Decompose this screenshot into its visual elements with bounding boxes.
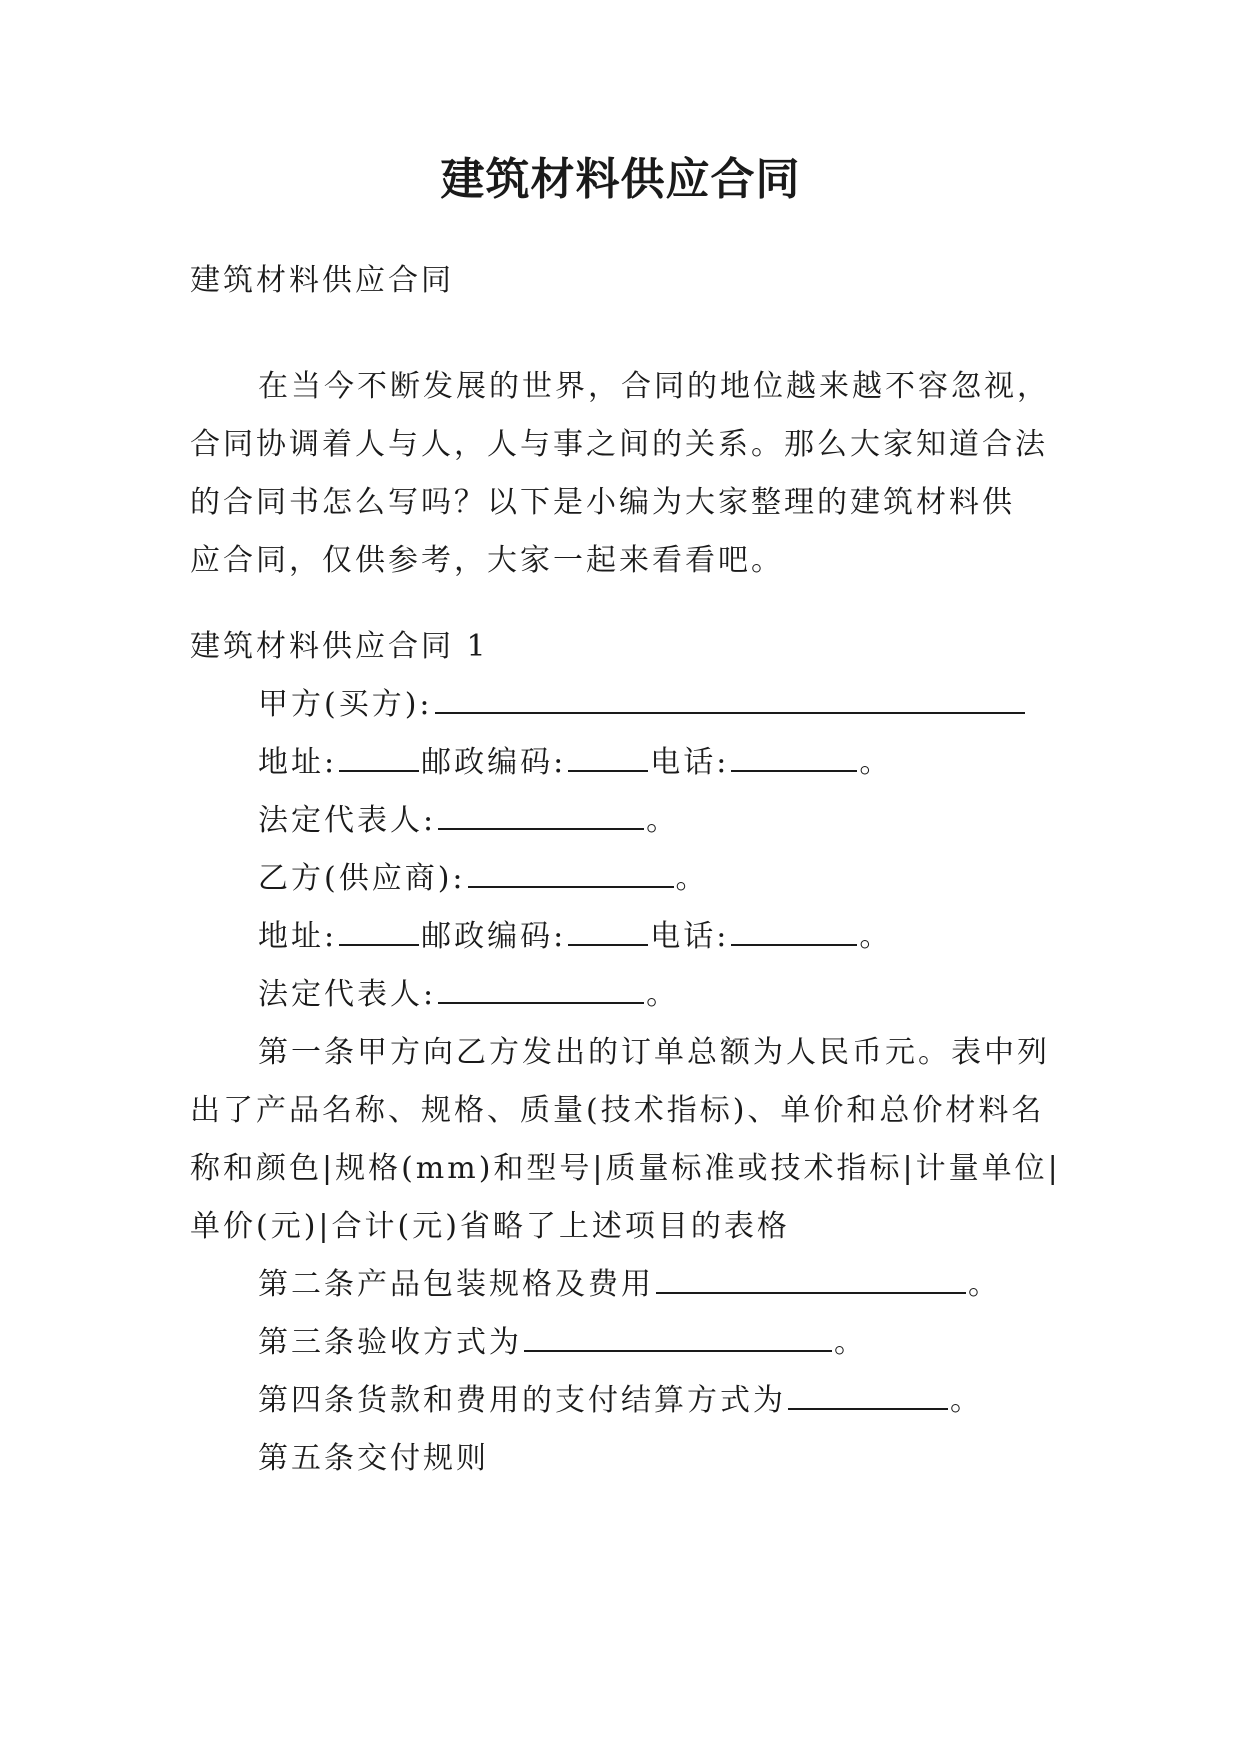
party-a-blank[interactable] — [435, 682, 1025, 714]
rep-label: 法定代表人: — [258, 803, 437, 838]
intro-line: 合同协调着人与人，人与事之间的关系。那么大家知道合法 — [190, 427, 1048, 462]
address-blank[interactable] — [339, 740, 419, 772]
party-a-rep-line — [190, 792, 1070, 850]
intro-line: 的合同书怎么写吗？以下是小编为大家整理的建筑材料供 — [190, 485, 1015, 520]
document-subtitle: 建筑材料供应合同 — [190, 263, 454, 298]
address-blank[interactable] — [339, 914, 419, 946]
document-subtitle-block — [190, 252, 1070, 310]
party-a-label: 甲方(买方): — [258, 687, 433, 722]
postal-blank[interactable] — [568, 740, 648, 772]
party-a-contact-line — [190, 734, 1070, 792]
end-mark: 。 — [859, 745, 893, 780]
rep-label: 法定代表人: — [258, 977, 437, 1012]
article-1-line: 出了产品名称、规格、质量(技术指标)、单价和总价材料名 — [190, 1093, 1045, 1128]
postal-label: 邮政编码: — [421, 919, 567, 954]
end-mark: 。 — [675, 861, 709, 896]
party-b-blank[interactable] — [468, 856, 674, 888]
article-4-blank[interactable] — [788, 1378, 948, 1410]
rep-blank[interactable] — [438, 972, 644, 1004]
article-1-line: 第一条甲方向乙方发出的订单总额为人民币元。表中列 — [258, 1035, 1050, 1070]
article-4-text: 第四条货款和费用的支付结算方式为 — [258, 1383, 786, 1418]
phone-blank[interactable] — [731, 740, 857, 772]
article-3-blank[interactable] — [524, 1320, 832, 1352]
article-3-line — [190, 1314, 1070, 1372]
end-mark: 。 — [950, 1383, 983, 1418]
address-label: 地址: — [258, 745, 338, 780]
intro-line: 应合同，仅供参考，大家一起来看看吧。 — [190, 543, 784, 578]
phone-label: 电话: — [650, 919, 730, 954]
contract-section — [190, 618, 1070, 1488]
article-3-text: 第三条验收方式为 — [258, 1325, 522, 1360]
article-4-line — [190, 1372, 1070, 1430]
end-mark: 。 — [968, 1267, 1001, 1302]
phone-blank[interactable] — [731, 914, 857, 946]
phone-label: 电话: — [650, 745, 730, 780]
end-mark: 。 — [859, 919, 893, 954]
article-2-blank[interactable] — [656, 1262, 966, 1294]
address-label: 地址: — [258, 919, 338, 954]
postal-label: 邮政编码: — [421, 745, 567, 780]
party-b-label: 乙方(供应商): — [258, 861, 466, 896]
party-b-line — [190, 850, 1070, 908]
article-2-text: 第二条产品包装规格及费用 — [258, 1267, 654, 1302]
party-b-contact-line — [190, 908, 1070, 966]
end-mark: 。 — [646, 803, 680, 838]
document-title: 建筑材料供应合同 — [440, 154, 801, 205]
article-1-line: 单价(元)|合计(元)省略了上述项目的表格 — [190, 1209, 790, 1244]
section-heading: 建筑材料供应合同 1 — [190, 629, 489, 664]
article-5-line: 第五条交付规则 — [258, 1441, 489, 1476]
intro-line: 在当今不断发展的世界，合同的地位越来越不容忽视， — [258, 369, 1050, 404]
rep-blank[interactable] — [438, 798, 644, 830]
article-2-line — [190, 1256, 1070, 1314]
article-1-line: 称和颜色|规格(mm)和型号|质量标准或技术指标|计量单位| — [190, 1151, 1061, 1186]
intro-paragraph — [190, 358, 1070, 590]
party-b-rep-line — [190, 966, 1070, 1024]
postal-blank[interactable] — [568, 914, 648, 946]
end-mark: 。 — [834, 1325, 867, 1360]
end-mark: 。 — [646, 977, 680, 1012]
party-a-line — [190, 676, 1070, 734]
